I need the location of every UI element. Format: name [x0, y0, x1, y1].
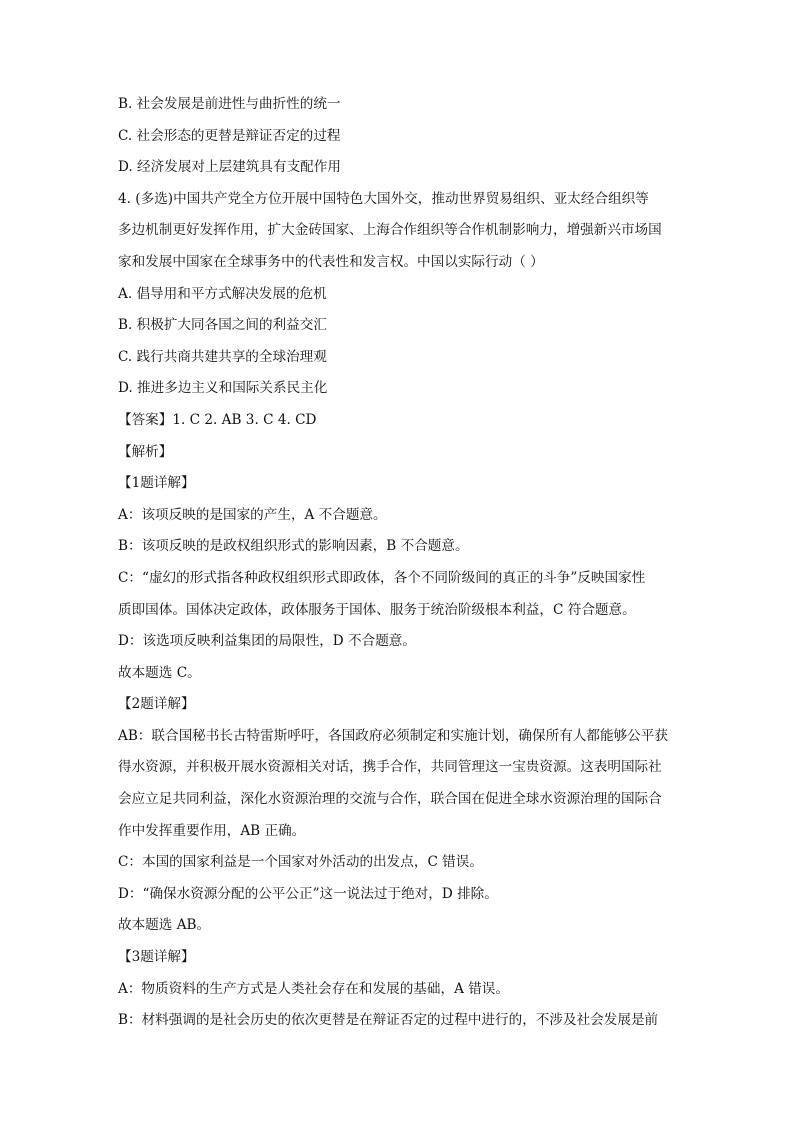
- analysis-heading: 【解析】: [118, 443, 173, 460]
- q1-detail-c-1: C：“虚幻的形式指各种政权组织形式即政体，各个不同阶级间的真正的斗争”反映国家性: [118, 569, 646, 586]
- q4-option-a: A. 倡导用和平方式解决发展的危机: [118, 285, 327, 302]
- q3-detail-b-1: B：材料强调的是社会历史的依次更替是在辩证否定的过程中进行的，不涉及社会发展是前: [118, 1012, 659, 1029]
- q2-conclusion: 故本题选 AB。: [118, 917, 211, 934]
- q3-detail-a: A：物质资料的生产方式是人类社会存在和发展的基础，A 错误。: [118, 980, 509, 997]
- answer-line: 【答案】1. C 2. AB 3. C 4. CD: [118, 411, 317, 428]
- q4-option-d: D. 推进多边主义和国际关系民主化: [118, 380, 328, 397]
- q4-option-c: C. 践行共商共建共享的全球治理观: [118, 348, 327, 365]
- q1-detail-d: D：该选项反映利益集团的局限性，D 不合题意。: [118, 633, 416, 650]
- option-b: B. 社会发展是前进性与曲折性的统一: [118, 96, 341, 112]
- q1-detail-b: B：该项反映的是政权组织形式的影响因素，B 不合题意。: [118, 538, 469, 555]
- q2-detail-ab-1: AB：联合国秘书长古特雷斯呼吁，各国政府必须制定和实施计划，确保所有人都能够公平获: [118, 727, 668, 744]
- q3-detail-heading: 【3题详解】: [118, 949, 195, 966]
- q2-detail-ab-3: 会应立足共同利益，深化水资源治理的交流与合作，联合国在促进全球水资源治理的国际合: [118, 791, 662, 808]
- option-d: D. 经济发展对上层建筑具有支配作用: [118, 159, 341, 176]
- q1-detail-a: A：该项反映的是国家的产生，A 不合题意。: [118, 506, 387, 523]
- q2-detail-heading: 【2题详解】: [118, 696, 195, 713]
- question-4-line-1: 4. (多选)中国共产党全方位开展中国特色大国外交，推动世界贸易组织、亚太经合组织等: [118, 190, 649, 207]
- question-4-line-2: 多边机制更好发挥作用，扩大金砖国家、上海合作组织等合作机制影响力，增强新兴市场国: [118, 222, 662, 239]
- q1-detail-heading: 【1题详解】: [118, 475, 195, 492]
- q2-detail-ab-2: 得水资源，并积极开展水资源相关对话，携手合作，共同管理这一宝贵资源。这表明国际社: [118, 759, 662, 776]
- q2-detail-ab-4: 作中发挥重要作用，AB 正确。: [118, 822, 306, 839]
- q1-detail-c-2: 质即国体。国体决定政体，政体服务于国体、服务于统治阶级根本利益，C 符合题意。: [118, 601, 636, 618]
- q1-conclusion: 故本题选 C。: [118, 664, 201, 681]
- option-c: C. 社会形态的更替是辩证否定的过程: [118, 127, 341, 144]
- question-4-line-3: 家和发展中国家在全球事务中的代表性和发言权。中国以实际行动（ ）: [118, 253, 544, 270]
- q2-detail-c: C：本国的国家利益是一个国家对外活动的出发点，C 错误。: [118, 854, 483, 871]
- q4-option-b: B. 积极扩大同各国之间的利益交汇: [118, 317, 327, 334]
- q2-detail-d: D：“确保水资源分配的公平公正”这一说法过于绝对，D 排除。: [118, 885, 498, 902]
- document-page: [118, 96, 678, 1044]
